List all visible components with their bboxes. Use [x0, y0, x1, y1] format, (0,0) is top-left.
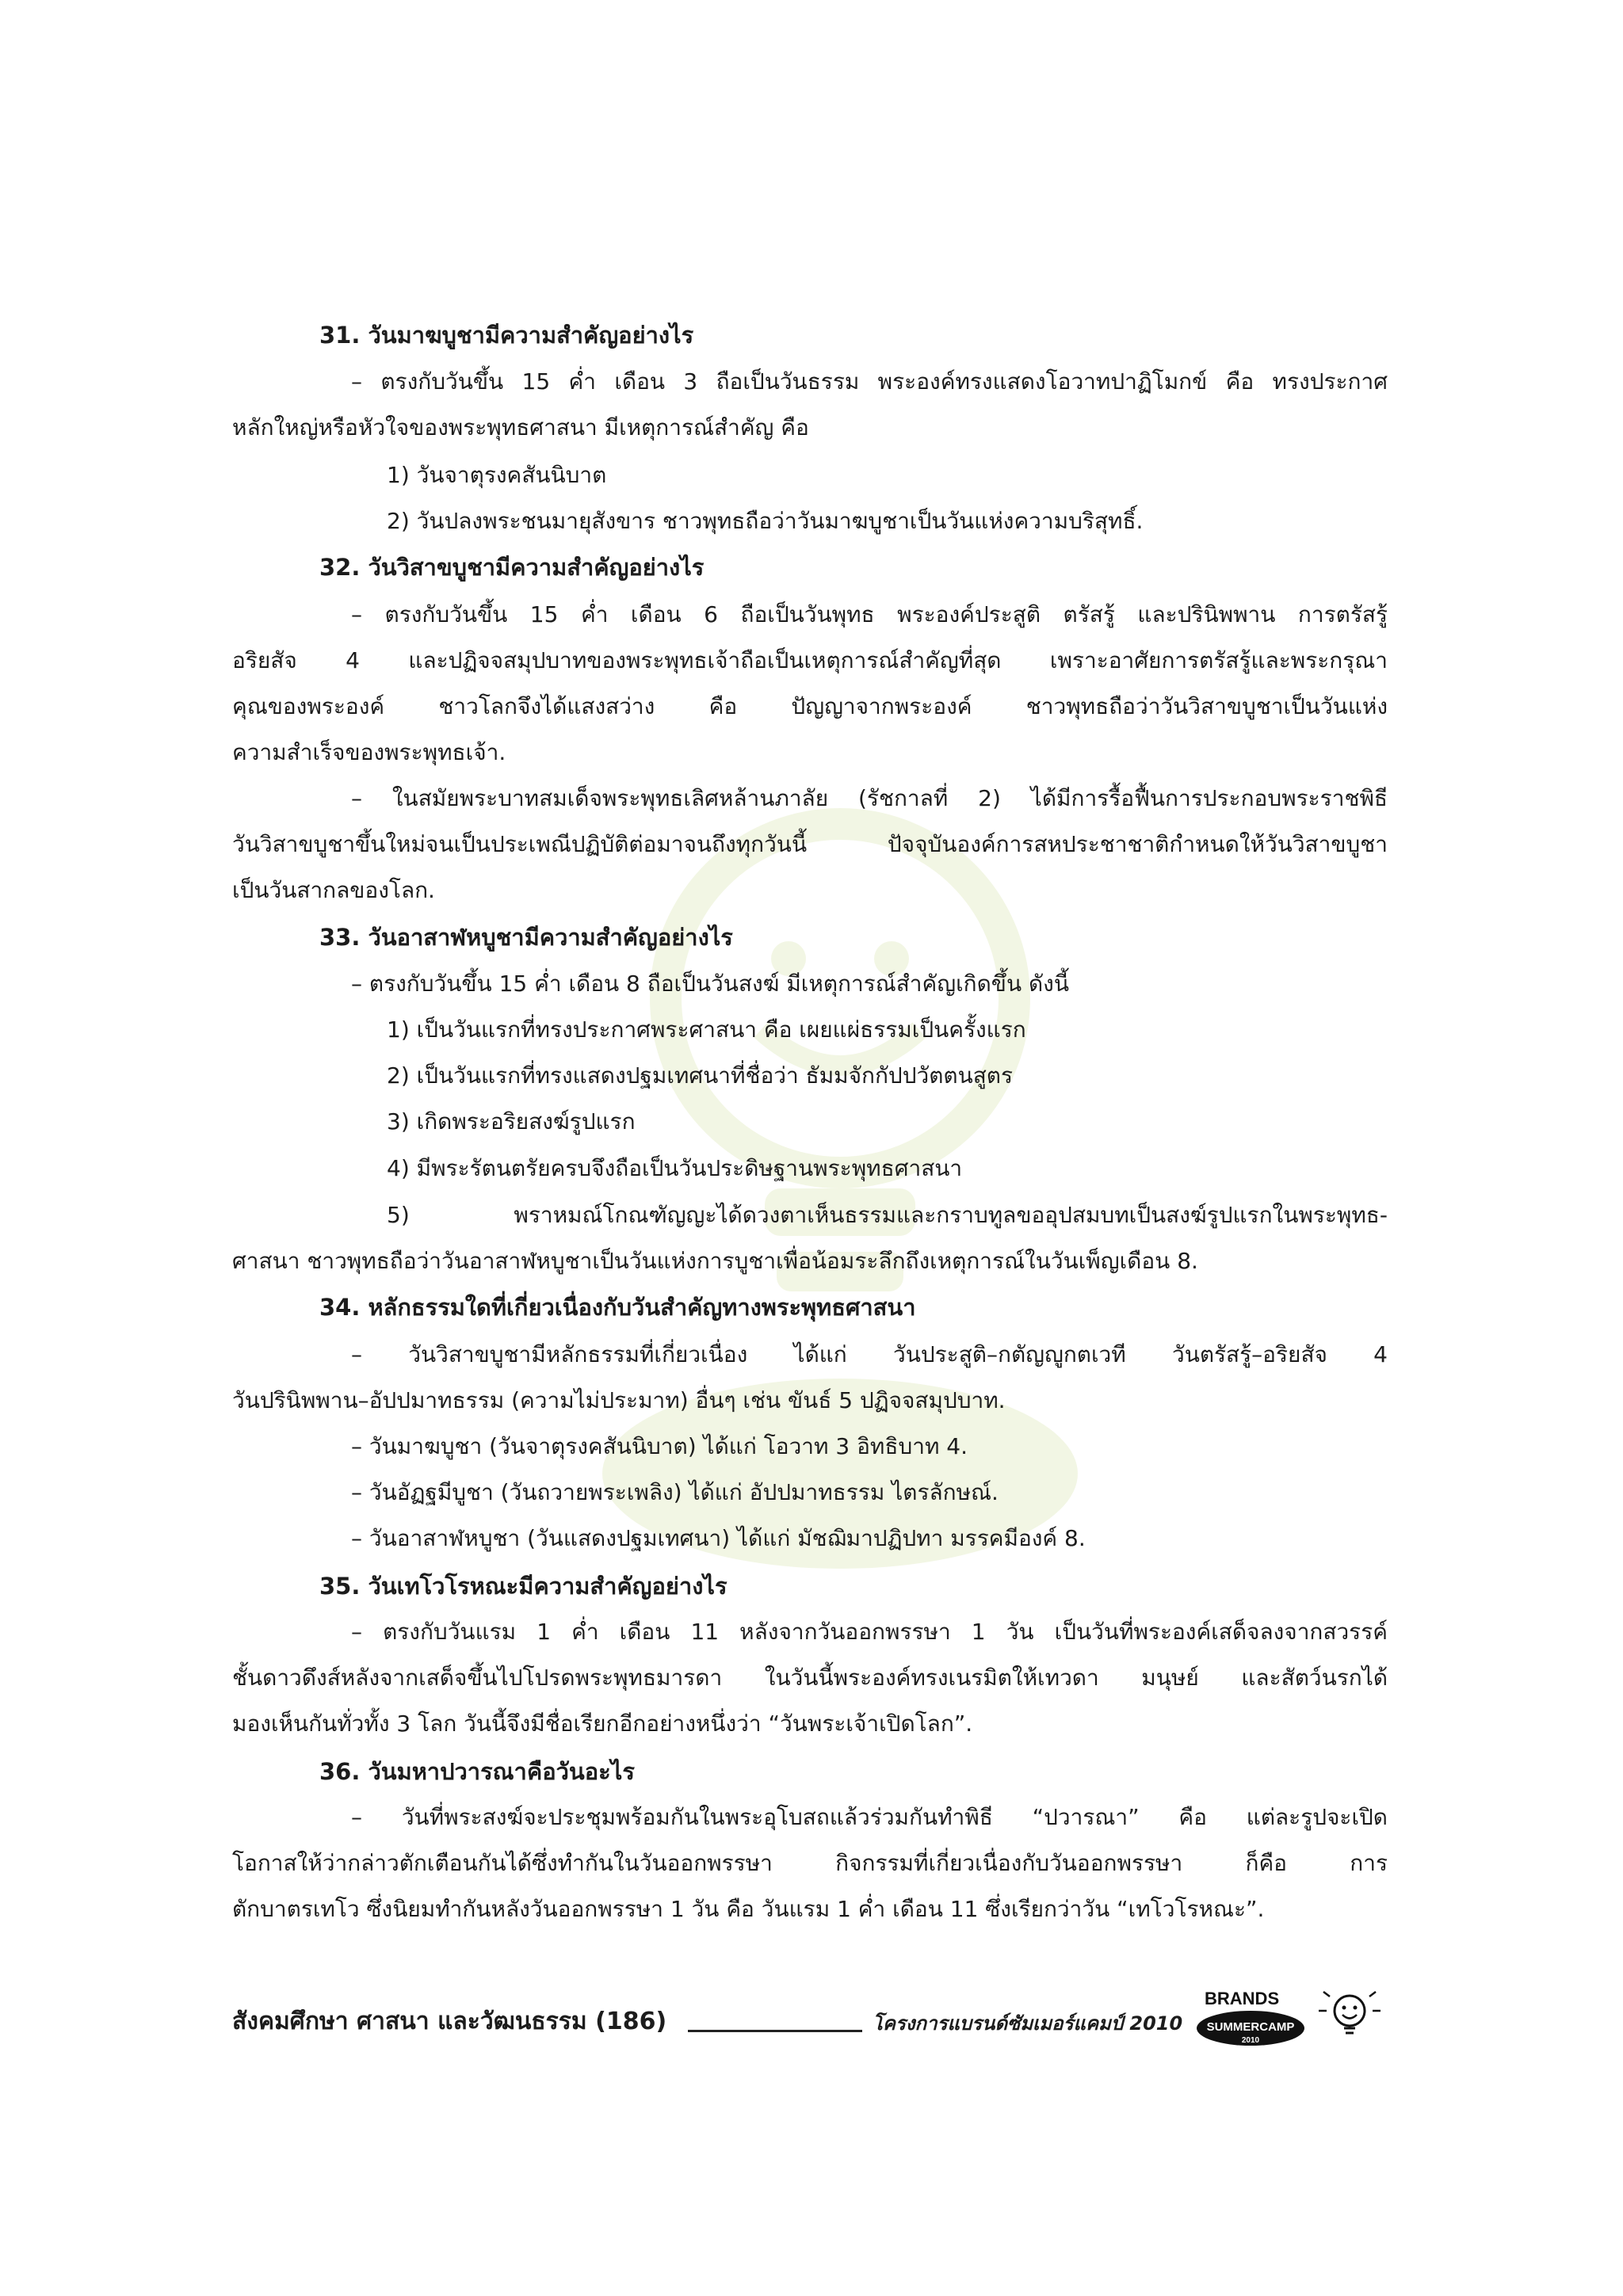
q32-paragraph-line: – ตรงกับวันขึ้น 15 ค่ำ เดือน 6 ถือเป็นวันพุทธ พระองค์ประสูติ ตรัสรู้ และปรินิพพาน การตรัสรู้	[351, 601, 1388, 627]
footer-divider-line	[688, 2030, 862, 2032]
footer-project-name: โครงการแบรนด์ซัมเมอร์แคมป์ 2010	[873, 2012, 1183, 2035]
q32-paragraph-line: อริยสัจ 4 และปฏิจจสมุปบาทของพระพุทธเจ้าถือเป็นเหตุการณ์สำคัญที่สุด เพราะอาศัยการตรัสรู้และพระกรุณา	[232, 647, 1388, 673]
q33-list-item: 3) เกิดพระอริยสงฆ์รูปแรก	[387, 1108, 636, 1135]
q32-paragraph-line: เป็นวันสากลของโลก.	[232, 877, 435, 903]
q31-paragraph-line: หลักใหญ่หรือหัวใจของพระพุทธศาสนา มีเหตุการณ์สำคัญ คือ	[232, 414, 809, 441]
logo-camp-text: SUMMERCAMP	[1206, 2020, 1295, 2034]
q32-paragraph-line: วันวิสาขบูชาขึ้นใหม่จนเป็นประเพณีปฏิบัติต่อมาจนถึงทุกวันนี้ ปัจจุบันองค์การสหประชาชาติกำหนดให้วันวิสาขบูชา	[232, 831, 1388, 857]
q32-paragraph-line: ความสำเร็จของพระพุทธเจ้า.	[232, 739, 506, 765]
q35-paragraph-line: มองเห็นกันทั่วทั้ง 3 โลก วันนี้จึงมีชื่อเรียกอีกอย่างหนึ่งว่า “วันพระเจ้าเปิดโลก”.	[232, 1711, 973, 1737]
q33-list-item: 4) มีพระรัตนตรัยครบจึงถือเป็นวันประดิษฐานพระพุทธศาสนา	[387, 1155, 963, 1181]
q33-list-item: 1) เป็นวันแรกที่ทรงประกาศพระศาสนา คือ เผยแผ่ธรรมเป็นครั้งแรก	[387, 1016, 1026, 1043]
logo-year-text: 2010	[1241, 2036, 1260, 2045]
q32-paragraph-line: – ในสมัยพระบาทสมเด็จพระพุทธเลิศหล้านภาลัย (รัชกาลที่ 2) ได้มีการรื้อฟื้นการประกอบพระราชพิธี	[351, 785, 1388, 811]
q36-paragraph-line: – วันที่พระสงฆ์จะประชุมพร้อมกันในพระอุโบสถแล้วร่วมกันทำพิธี “ปวารณา” คือ แต่ละรูปจะเปิด	[351, 1804, 1388, 1830]
logo-brand-text: BRANDS	[1205, 1989, 1280, 2008]
q34-bullet: – วันมาฆบูชา (วันจาตุรงคสันนิบาต) ได้แก่ โอวาท 3 อิทธิบาท 4.	[351, 1433, 968, 1459]
q31-list-item: 1) วันจาตุรงคสันนิบาต	[387, 462, 607, 488]
lightbulb-face-icon	[1319, 1992, 1381, 2033]
q34-bullet: – วันอาสาฬหบูชา (วันแสดงปฐมเทศนา) ได้แก่ มัชฌิมาปฏิปทา มรรคมีองค์ 8.	[351, 1525, 1086, 1551]
question-34-heading: 34. หลักธรรมใดที่เกี่ยวเนื่องกับวันสำคัญทางพระพุทธศาสนา	[319, 1294, 916, 1321]
question-31-heading: 31. วันมาฆบูชามีความสำคัญอย่างไร	[319, 322, 694, 349]
question-36-heading: 36. วันมหาปวารณาคือวันอะไร	[319, 1758, 635, 1785]
q31-paragraph-line: – ตรงกับวันขึ้น 15 ค่ำ เดือน 3 ถือเป็นวันธรรม พระองค์ทรงแสดงโอวาทปาฏิโมกข์ คือ ทรงประกาศ	[351, 368, 1388, 395]
q36-paragraph-line: ตักบาตรเทโว ซึ่งนิยมทำกันหลังวันออกพรรษา 1 วัน คือ วันแรม 1 ค่ำ เดือน 11 ซึ่งเรียกว่าวัน “เทโวโรหณะ”.	[232, 1896, 1265, 1922]
brands-summer-camp-logo	[1195, 1987, 1393, 2058]
q32-paragraph-line: คุณของพระองค์ ชาวโลกจึงได้แสงสว่าง คือ ปัญญาจากพระองค์ ชาวพุทธถือว่าวันวิสาขบูชาเป็นวันแห่ง	[232, 693, 1388, 719]
page-footer	[232, 1543, 1389, 1599]
q35-paragraph-line: – ตรงกับวันแรม 1 ค่ำ เดือน 11 หลังจากวันออกพรรษา 1 วัน เป็นวันที่พระองค์เสด็จลงจากสวรรค์	[351, 1619, 1388, 1645]
q34-paragraph-line: – วันวิสาขบูชามีหลักธรรมที่เกี่ยวเนื่อง ได้แก่ วันประสูติ–กตัญญูกตเวที วันตรัสรู้–อริยสัจ 4	[351, 1341, 1388, 1367]
q33-intro-line: – ตรงกับวันขึ้น 15 ค่ำ เดือน 8 ถือเป็นวันสงฆ์ มีเหตุการณ์สำคัญเกิดขึ้น ดังนี้	[351, 971, 1069, 997]
question-35-heading: 35. วันเทโวโรหณะมีความสำคัญอย่างไร	[319, 1573, 727, 1600]
question-33-heading: 33. วันอาสาฬหบูชามีความสำคัญอย่างไร	[319, 924, 733, 951]
q36-paragraph-line: โอกาสให้ว่ากล่าวตักเตือนกันได้ซึ่งทำกันในวันออกพรรษา กิจกรรมที่เกี่ยวเนื่องกับวันออกพรรษา ก็คือ การ	[232, 1850, 1388, 1876]
footer-subject-title: สังคมศึกษา ศาสนา และวัฒนธรรม (186)	[232, 2008, 667, 2035]
q34-bullet: – วันอัฏฐมีบูชา (วันถวายพระเพลิง) ได้แก่ อัปปมาทธรรม ไตรลักษณ์.	[351, 1479, 999, 1505]
q34-paragraph-line: วันปรินิพพาน–อัปปมาทธรรม (ความไม่ประมาท) อื่นๆ เช่น ขันธ์ 5 ปฏิจจสมุปบาท.	[232, 1387, 1006, 1413]
question-32-heading: 32. วันวิสาขบูชามีความสำคัญอย่างไร	[319, 554, 705, 581]
q33-list-item: 2) เป็นวันแรกที่ทรงแสดงปฐมเทศนาที่ชื่อว่า ธัมมจักกัปปวัตตนสูตร	[387, 1062, 1014, 1089]
q35-paragraph-line: ชั้นดาวดึงส์หลังจากเสด็จขึ้นไปโปรดพระพุทธมารดา ในวันนี้พระองค์ทรงเนรมิตให้เทวดา มนุษย์ และสัตว์นรกได้	[232, 1665, 1388, 1691]
footer-bar	[232, 1989, 1389, 2052]
q33-list-item-continued: ศาสนา ชาวพุทธถือว่าวันอาสาฬหบูชาเป็นวันแห่งการบูชาเพื่อน้อมระลึกถึงเหตุการณ์ในวันเพ็ญเดือน 8.	[232, 1248, 1198, 1274]
q31-list-item: 2) วันปลงพระชนมายุสังขาร ชาวพุทธถือว่าวันมาฆบูชาเป็นวันแห่งความบริสุทธิ์.	[387, 508, 1144, 534]
q33-list-item: 5) พราหมณ์โกณฑัญญะได้ดวงตาเห็นธรรมและกราบทูลขออุปสมบทเป็นสงฆ์รูปแรกในพระพุทธ-	[387, 1202, 1388, 1228]
